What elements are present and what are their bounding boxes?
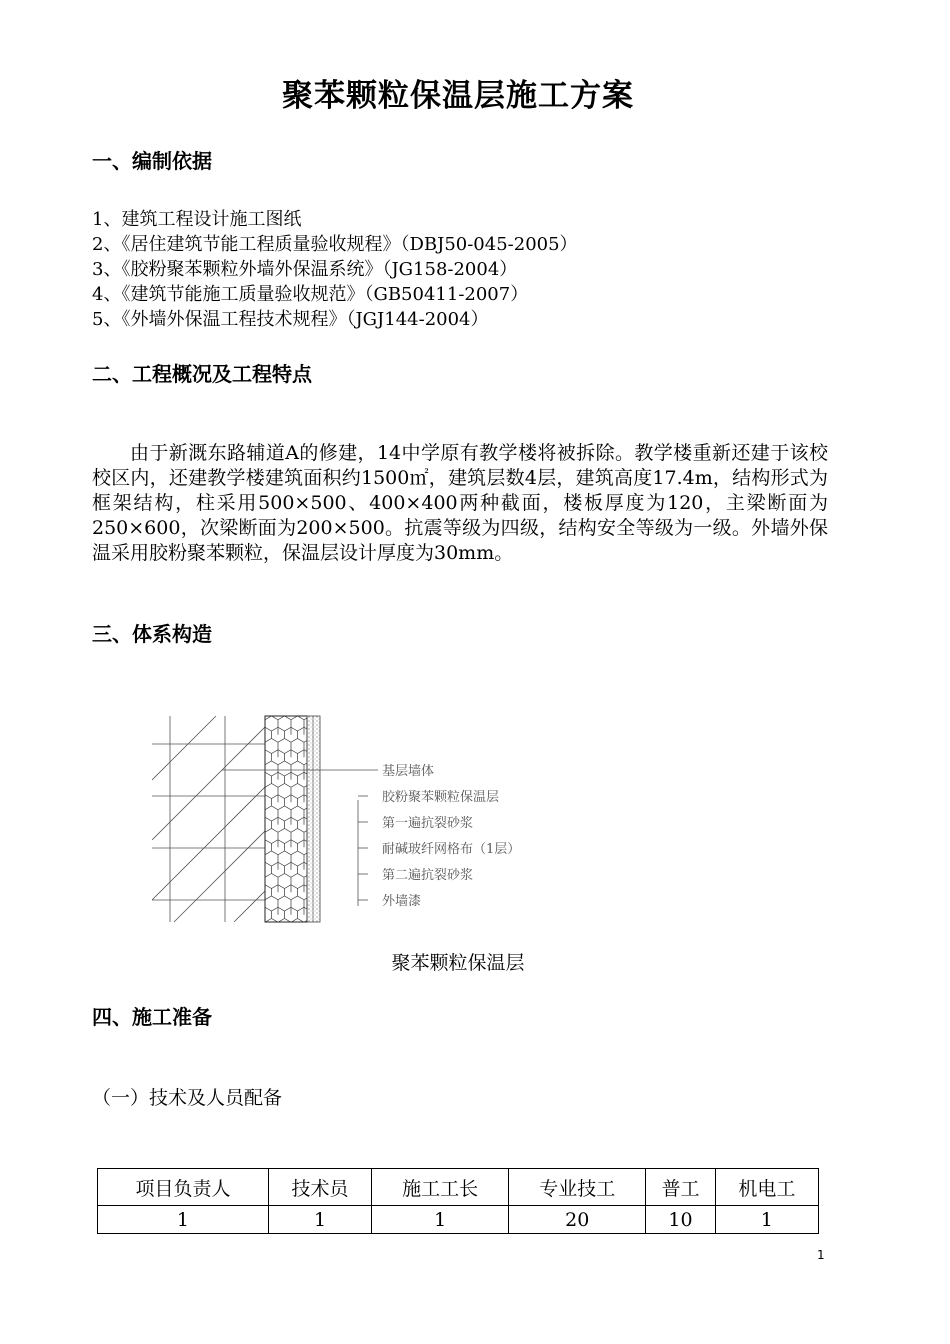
- project-overview-paragraph: 由于新溉东路辅道A的修建，14中学原有教学楼将被拆除。教学楼重新还建于该校校区内，还建教学楼建筑面积约1500㎡，建筑层数4层，建筑高度17.4m，结构形式为框架结构，柱采用500×500、400×400两种截面，楼板厚度为120，主梁断面为250×600，次梁断面为200×500。抗震等级为四级，结构安全等级为一级。外墙外保温采用胶粉聚苯颗粒，保温层设计厚度为30mm。: [92, 442, 828, 564]
- reference-item: 5、《外墙外保温工程技术规程》（JGJ144-2004）: [92, 309, 489, 330]
- table-header-cell: 专业技工: [509, 1169, 646, 1206]
- table-row: [98, 1206, 819, 1234]
- table-header-cell: 普工: [646, 1169, 715, 1206]
- section-heading-structure: 三、体系构造: [92, 622, 212, 646]
- table-cell: 1: [268, 1206, 371, 1234]
- table-header-cell: 机电工: [715, 1169, 818, 1206]
- diagram-label: 耐碱玻纤网格布（1层）: [382, 842, 521, 857]
- table-cell: 20: [509, 1206, 646, 1234]
- diagram-label: 第二遍抗裂砂浆: [382, 868, 474, 883]
- insulation-layer: [265, 716, 307, 922]
- table-cell: 1: [372, 1206, 509, 1234]
- reference-item: 2、《居住建筑节能工程质量验收规程》（DBJ50-045-2005）: [92, 234, 578, 255]
- diagram-label: 第一遍抗裂砂浆: [382, 816, 474, 831]
- diagram-label: 胶粉聚苯颗粒保温层: [382, 790, 500, 805]
- diagram-label: 外墙漆: [382, 894, 422, 909]
- reference-item: 4、《建筑节能施工质量验收规范》（GB50411-2007）: [92, 284, 529, 305]
- document-title: 聚苯颗粒保温层施工方案: [282, 78, 634, 114]
- mortar-layers: [307, 716, 320, 922]
- diagram-caption: 聚苯颗粒保温层: [391, 952, 525, 974]
- reference-item: 1、建筑工程设计施工图纸: [92, 209, 302, 230]
- table-cell: 10: [646, 1206, 715, 1234]
- table-header-cell: 施工工长: [372, 1169, 509, 1206]
- reference-item: 3、《胶粉聚苯颗粒外墙外保温系统》（JG158-2004）: [92, 259, 518, 280]
- page-number: 1: [817, 1248, 825, 1262]
- base-wall-hatch: [152, 716, 265, 922]
- table-header-row: [98, 1169, 819, 1206]
- table-cell: 1: [715, 1206, 818, 1234]
- section-heading-basis: 一、编制依据: [92, 149, 212, 173]
- diagram-label: 基层墙体: [382, 764, 435, 779]
- table-header-cell: 技术员: [268, 1169, 371, 1206]
- table-cell: 1: [98, 1206, 269, 1234]
- section-heading-overview: 二、工程概况及工程特点: [92, 362, 312, 386]
- table-header-cell: 项目负责人: [98, 1169, 269, 1206]
- staffing-table: [97, 1168, 819, 1234]
- subsection-heading-staffing: （一）技术及人员配备: [92, 1087, 283, 1109]
- section-heading-preparation: 四、施工准备: [92, 1005, 212, 1029]
